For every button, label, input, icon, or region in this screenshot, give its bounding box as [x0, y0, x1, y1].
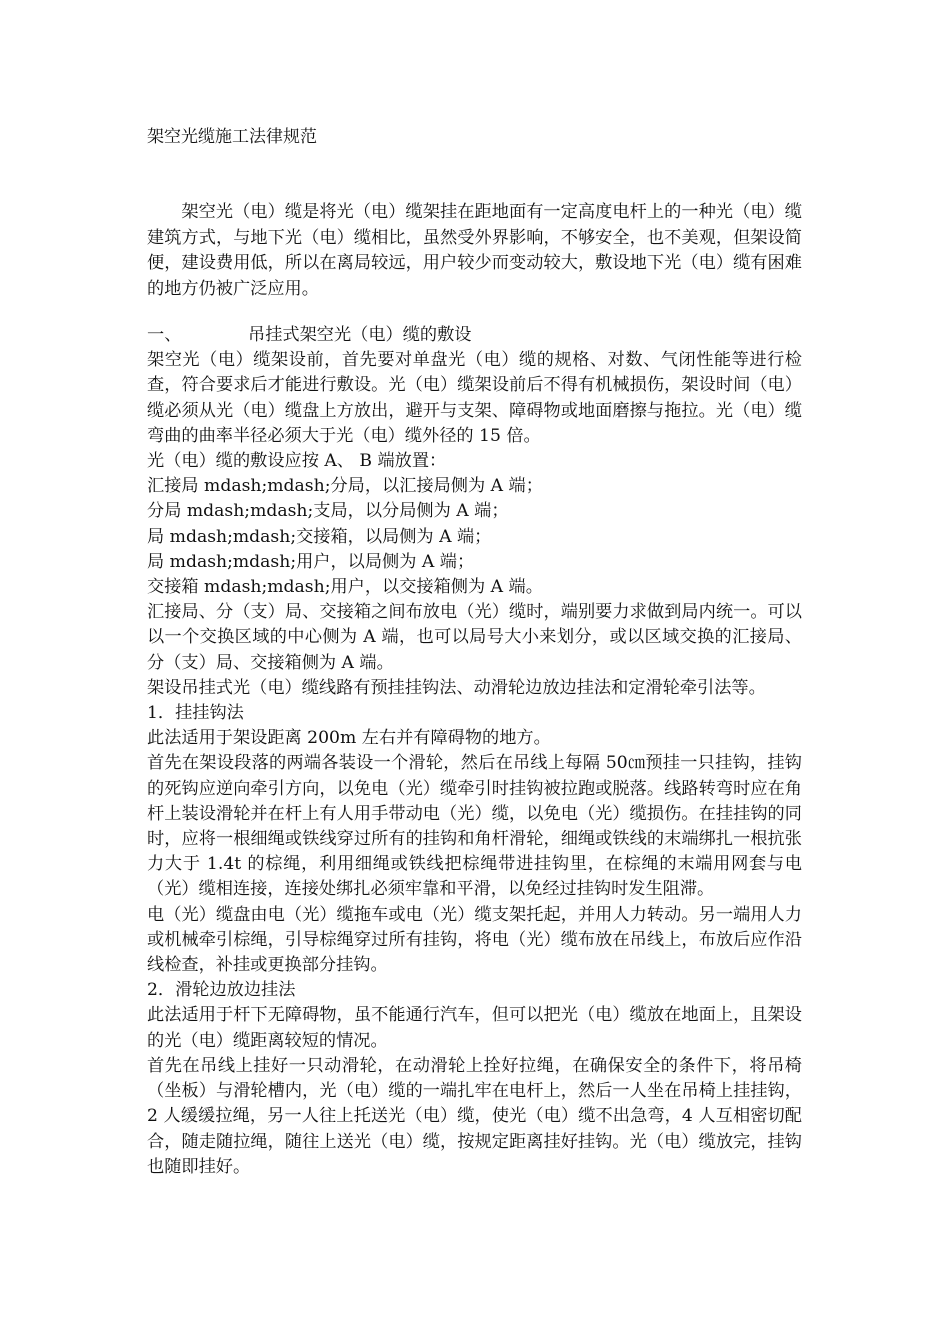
list-item: 汇接局 mdash;mdash;分局，以汇接局侧为 A 端； — [147, 476, 543, 497]
paragraph-inspection: 架空光（电）缆架设前，首先要对单盘光（电）缆的规格、对数、气闭性能等进行检查，符合要求后才能进行敷设。光（电）缆架设前后不得有机械损伤，架设时间（电）缆必须从光（电）缆盘上方放出，避开与支架、障碍物或地面磨擦与拖拉。光（电）缆弯曲的曲率半径必须大于光（电）缆外径的 15 倍。 — [147, 350, 802, 446]
section-title: 吊挂式架空光（电）缆的敷设 — [248, 325, 472, 345]
paragraph-pulley-scope: 此法适用于杆下无障碍物，虽不能通行汽车，但可以把光（电）缆放在地面上，且架设的光（电）缆距离较短的情况。 — [147, 1005, 802, 1051]
paragraph-methods: 架设吊挂式光（电）缆线路有预挂挂钩法、动滑轮边放边挂法和定滑轮牵引法等。 — [147, 677, 766, 698]
subheading-hook-method: 1．挂挂钩法 — [147, 703, 244, 724]
section-number: 一、 — [147, 325, 182, 345]
paragraph-hook-steps: 首先在架设段落的两端各装设一个滑轮，然后在吊线上每隔 50㎝预挂一只挂钩，挂钩的死钩应逆向牵引方向，以免电（光）缆牵引时挂钩被拉跑或脱落。线路转弯时应在角杆上装设滑轮并在杆上有人用手带动电（光）缆，以免电（光）缆损伤。在挂挂钩的同时，应将一根细绳或铁线穿过所有的挂钩和角杆滑轮，细绳或铁线的末端绑扎一根抗张力大于 1.4t 的棕绳，利用细绳或铁线把棕绳带进挂钩里，在棕绳的末端用网套与电（光）缆相连接，连接处绑扎必须牢靠和平滑，以免经过挂钩时发生阻滞。 — [147, 753, 802, 900]
paragraph-ab-ends: 光（电）缆的敷设应按 A、 B 端放置： — [147, 451, 447, 472]
list-item: 局 mdash;mdash;交接箱，以局侧为 A 端； — [147, 526, 492, 547]
list-item: 局 mdash;mdash;用户，以局侧为 A 端； — [147, 551, 475, 572]
list-item: 分局 mdash;mdash;支局，以分局侧为 A 端； — [147, 501, 509, 522]
subheading-pulley-method: 2．滑轮边放边挂法 — [147, 980, 296, 1001]
intro-paragraph: 架空光（电）缆是将光（电）缆架挂在距地面有一定高度电杆上的一种光（电）缆建筑方式，与地下光（电）缆相比，虽然受外界影响，不够安全，也不美观，但架设简便，建设费用低，所以在离局较远，用户较少而变动较大，敷设地下光（电）缆有困难的地方仍被广泛应用。 — [147, 202, 802, 299]
document-title: 架空光缆施工法律规范 — [147, 127, 317, 147]
list-item: 交接箱 mdash;mdash;用户，以交接箱侧为 A 端。 — [147, 577, 543, 598]
document-body — [147, 323, 802, 1180]
paragraph-end-rule: 汇接局、分（支）局、交接箱之间布放电（光）缆时，端别要力求做到局内统一。可以以一个交换区域的中心侧为 A 端，也可以局号大小来划分，或以区域交换的汇接局、分（支）局、交接箱侧为 A 端。 — [147, 602, 802, 673]
paragraph-hook-scope: 此法适用于架设距离 200m 左右并有障碍物的地方。 — [147, 728, 551, 749]
paragraph-hook-pulling: 电（光）缆盘由电（光）缆拖车或电（光）缆支架托起，并用人力转动。另一端用人力或机械牵引棕绳，引导棕绳穿过所有挂钩，将电（光）缆布放在吊线上，布放后应作沿线检查，补挂或更换部分挂钩。 — [147, 904, 802, 976]
section-heading — [147, 323, 802, 348]
paragraph-pulley-steps: 首先在吊线上挂好一只动滑轮，在动滑轮上拴好拉绳，在确保安全的条件下，将吊椅（坐板）与滑轮槽内，光（电）缆的一端扎牢在电杆上，然后一人坐在吊椅上挂挂钩，2 人缓缓拉绳，另一人往上托送光（电）缆，使光（电）缆不出急弯，4 人互相密切配合，随走随拉绳，随往上送光（电）缆，按规定距离挂好挂钩。光（电）缆放完，挂钩也随即挂好。 — [147, 1055, 802, 1177]
